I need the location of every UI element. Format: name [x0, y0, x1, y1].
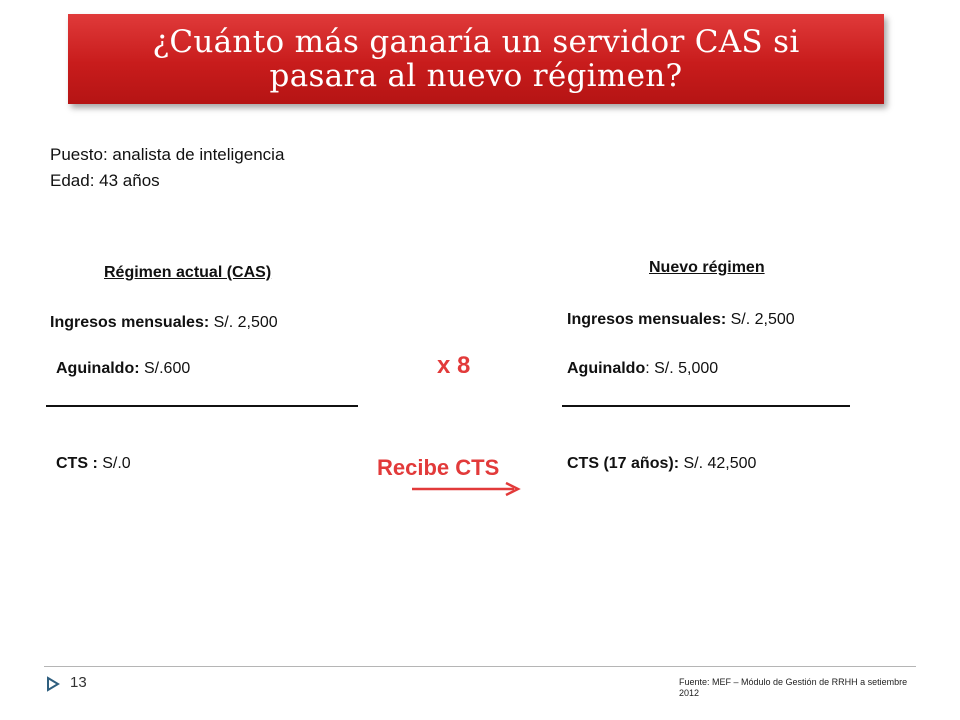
- age-label: Edad: [50, 171, 90, 190]
- right-cts-label: CTS (17 años):: [567, 455, 680, 472]
- cts-note-label: Recibe CTS: [377, 455, 500, 480]
- profile-age: [50, 168, 284, 194]
- right-income-value: S/. 2,500: [726, 311, 795, 328]
- title-banner: [68, 14, 884, 104]
- right-cts-value: S/. 42,500: [679, 455, 757, 472]
- left-column-heading: Régimen actual (CAS): [104, 264, 272, 281]
- right-bonus-row: [567, 360, 718, 378]
- right-bonus-value: : S/. 5,000: [645, 360, 719, 377]
- right-arrow-icon: [410, 480, 526, 500]
- left-bonus-value: S/.600: [139, 360, 191, 377]
- left-cts-row: [56, 455, 131, 473]
- profile-info: [50, 142, 284, 194]
- position-label: Puesto: [50, 145, 103, 164]
- page-number: 13: [70, 674, 87, 691]
- source-note: Fuente: MEF – Módulo de Gestión de RRHH a setiembre 2012: [679, 677, 908, 698]
- left-cts-value: S/.0: [97, 455, 131, 472]
- multiplier-label: x 8: [437, 352, 471, 379]
- age-value: : 43 años: [89, 171, 160, 190]
- right-bonus-label: Aguinaldo: [567, 360, 646, 377]
- left-bonus-row: [56, 360, 190, 378]
- left-income-value: S/. 2,500: [209, 314, 278, 331]
- right-column-heading: Nuevo régimen: [649, 259, 765, 276]
- right-divider: [562, 405, 850, 407]
- left-income-label: Ingresos mensuales:: [50, 314, 210, 331]
- position-value: : analista de inteligencia: [102, 145, 285, 164]
- left-divider: [46, 405, 358, 407]
- footer-rule: [44, 666, 916, 667]
- profile-position: [50, 142, 284, 168]
- right-cts-row: [567, 455, 756, 473]
- slide-title: ¿Cuánto más ganaría un servidor CAS si pasara al nuevo régimen?: [152, 24, 800, 94]
- right-income-row: [567, 311, 795, 329]
- right-income-label: Ingresos mensuales:: [567, 311, 727, 328]
- left-income-row: [50, 314, 278, 332]
- left-cts-label: CTS :: [56, 455, 98, 472]
- left-bonus-label: Aguinaldo:: [56, 360, 140, 377]
- triangle-bullet-icon: [46, 676, 60, 692]
